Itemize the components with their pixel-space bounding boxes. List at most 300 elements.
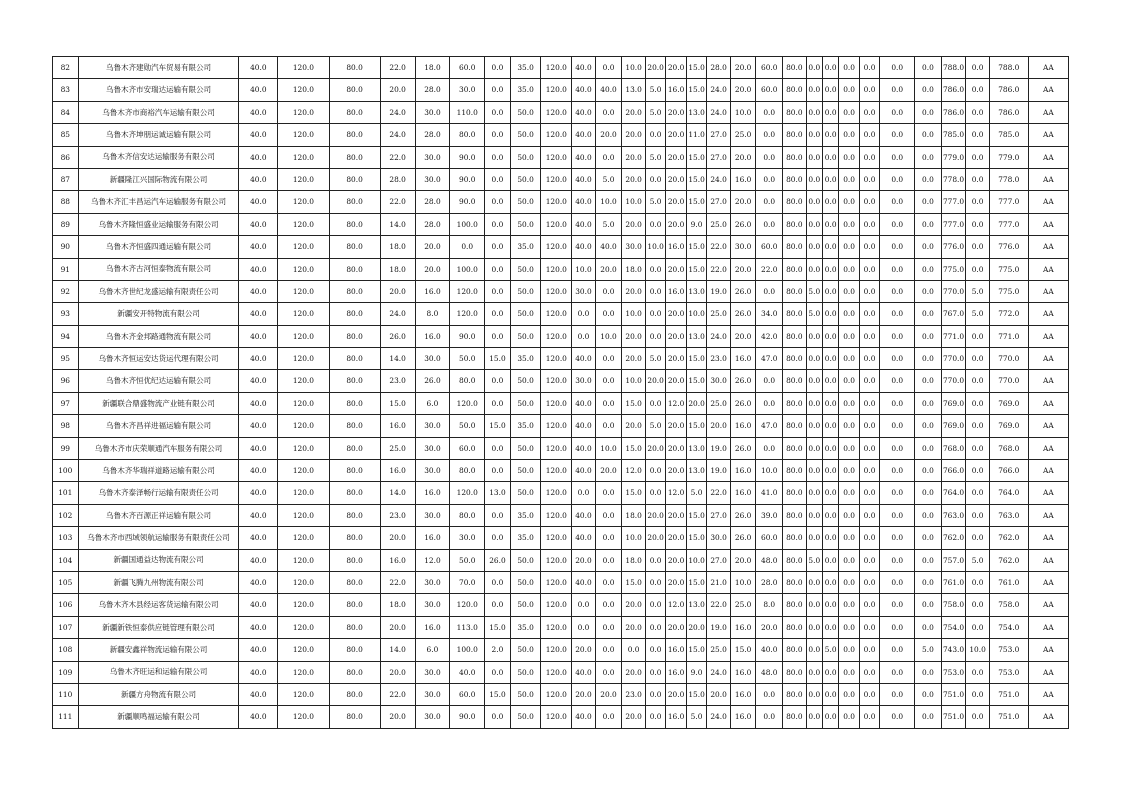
score-cell: 35.0: [510, 415, 541, 437]
score-cell: 40.0: [239, 683, 278, 705]
score-cell: 19.0: [707, 437, 731, 459]
score-cell: 0.0: [839, 706, 859, 728]
score-cell: 0.0: [645, 124, 665, 146]
score-cell: 50.0: [510, 325, 541, 347]
score-cell: 5.0: [806, 549, 822, 571]
score-cell: 15.0: [686, 639, 706, 661]
score-cell: 80.0: [783, 280, 807, 302]
score-cell: 0.0: [839, 549, 859, 571]
score-cell: 0.0: [839, 616, 859, 638]
score-cell: 0.0: [859, 258, 879, 280]
score-cell: 20.0: [666, 303, 686, 325]
score-cell: 16.0: [730, 415, 756, 437]
score-cell: 20.0: [595, 258, 622, 280]
score-cell: 0.0: [806, 124, 822, 146]
score-cell: 120.0: [541, 124, 572, 146]
score-cell: 0.0: [880, 437, 915, 459]
score-cell: 0.0: [645, 571, 665, 593]
score-cell: 20.0: [595, 460, 622, 482]
score-cell: 14.0: [380, 348, 415, 370]
score-cell: 0.0: [880, 706, 915, 728]
score-cell: 788.0: [989, 57, 1028, 79]
score-cell: 30.0: [415, 504, 450, 526]
score-cell: 0.0: [822, 616, 838, 638]
score-cell: 48.0: [756, 661, 783, 683]
score-cell: 24.0: [707, 325, 731, 347]
score-cell: 20.0: [666, 616, 686, 638]
score-cell: 10.0: [622, 57, 646, 79]
score-cell: 0.0: [485, 527, 511, 549]
score-cell: 22.0: [707, 482, 731, 504]
row-number: 110: [53, 683, 79, 705]
score-cell: 80.0: [329, 549, 380, 571]
score-cell: 776.0: [941, 236, 966, 258]
score-cell: 20.0: [666, 549, 686, 571]
score-cell: 50.0: [510, 146, 541, 168]
company-name: 乌鲁木齐市安瑞达运输有限公司: [78, 79, 239, 101]
row-number: 90: [53, 236, 79, 258]
table-row: [53, 280, 1069, 302]
score-cell: 60.0: [756, 57, 783, 79]
row-number: 111: [53, 706, 79, 728]
score-cell: 16.0: [666, 706, 686, 728]
score-cell: 5.0: [595, 213, 622, 235]
score-cell: 5.0: [645, 146, 665, 168]
score-cell: 25.0: [707, 392, 731, 414]
score-cell: 80.0: [450, 124, 485, 146]
score-cell: 0.0: [485, 213, 511, 235]
score-cell: 50.0: [510, 191, 541, 213]
grade-cell: AA: [1028, 616, 1068, 638]
score-cell: 761.0: [941, 571, 966, 593]
score-cell: 30.0: [572, 370, 596, 392]
score-cell: 120.0: [278, 549, 329, 571]
score-cell: 24.0: [380, 124, 415, 146]
score-cell: 15.0: [686, 258, 706, 280]
score-cell: 40.0: [595, 79, 622, 101]
score-cell: 0.0: [595, 392, 622, 414]
score-cell: 40.0: [239, 236, 278, 258]
score-cell: 769.0: [941, 392, 966, 414]
score-cell: 0.0: [839, 79, 859, 101]
score-cell: 20.0: [707, 683, 731, 705]
row-number: 84: [53, 101, 79, 123]
score-cell: 0.0: [859, 370, 879, 392]
score-cell: 80.0: [329, 213, 380, 235]
score-cell: 785.0: [989, 124, 1028, 146]
grade-cell: AA: [1028, 392, 1068, 414]
score-cell: 10.0: [756, 460, 783, 482]
score-cell: 0.0: [756, 168, 783, 190]
score-cell: 758.0: [941, 594, 966, 616]
score-cell: 0.0: [645, 549, 665, 571]
score-cell: 20.0: [666, 325, 686, 347]
score-cell: 40.0: [239, 280, 278, 302]
score-cell: 110.0: [450, 101, 485, 123]
company-name: 新疆安鑫祥物流运输有限公司: [78, 639, 239, 661]
company-name: 乌鲁木齐泰泽畅行运输有限责任公司: [78, 482, 239, 504]
score-cell: 5.0: [806, 303, 822, 325]
score-cell: 0.0: [806, 325, 822, 347]
score-cell: 0.0: [645, 168, 665, 190]
score-cell: 120.0: [541, 213, 572, 235]
score-cell: 0.0: [880, 325, 915, 347]
score-cell: 50.0: [450, 415, 485, 437]
score-cell: 80.0: [329, 683, 380, 705]
row-number: 103: [53, 527, 79, 549]
score-cell: 25.0: [707, 213, 731, 235]
score-cell: 120.0: [541, 348, 572, 370]
score-cell: 20.0: [666, 124, 686, 146]
score-cell: 16.0: [380, 415, 415, 437]
score-cell: 26.0: [730, 280, 756, 302]
score-cell: 8.0: [415, 303, 450, 325]
score-cell: 40.0: [572, 124, 596, 146]
score-cell: 766.0: [989, 460, 1028, 482]
score-cell: 786.0: [941, 79, 966, 101]
score-cell: 120.0: [278, 415, 329, 437]
grade-cell: AA: [1028, 482, 1068, 504]
score-cell: 120.0: [450, 280, 485, 302]
score-cell: 80.0: [329, 706, 380, 728]
score-cell: 0.0: [966, 168, 990, 190]
score-cell: 30.0: [707, 527, 731, 549]
score-cell: 20.0: [666, 213, 686, 235]
score-cell: 0.0: [880, 392, 915, 414]
score-cell: 50.0: [510, 303, 541, 325]
score-cell: 0.0: [595, 303, 622, 325]
score-cell: 0.0: [859, 236, 879, 258]
score-cell: 40.0: [239, 639, 278, 661]
score-cell: 5.0: [645, 101, 665, 123]
grade-cell: AA: [1028, 79, 1068, 101]
score-cell: 778.0: [941, 168, 966, 190]
score-cell: 15.0: [622, 482, 646, 504]
row-number: 86: [53, 146, 79, 168]
score-cell: 18.0: [622, 258, 646, 280]
score-cell: 120.0: [541, 79, 572, 101]
table-row: [53, 392, 1069, 414]
score-cell: 120.0: [541, 325, 572, 347]
score-cell: 20.0: [380, 79, 415, 101]
row-number: 107: [53, 616, 79, 638]
score-cell: 80.0: [450, 370, 485, 392]
score-cell: 20.0: [572, 683, 596, 705]
score-cell: 120.0: [278, 594, 329, 616]
score-cell: 120.0: [278, 392, 329, 414]
score-cell: 0.0: [966, 482, 990, 504]
score-cell: 120.0: [541, 706, 572, 728]
score-cell: 0.0: [880, 616, 915, 638]
score-cell: 80.0: [783, 101, 807, 123]
score-cell: 5.0: [915, 639, 942, 661]
score-cell: 0.0: [450, 236, 485, 258]
score-cell: 40.0: [239, 168, 278, 190]
score-cell: 20.0: [622, 594, 646, 616]
score-cell: 777.0: [941, 213, 966, 235]
score-cell: 14.0: [380, 639, 415, 661]
score-cell: 16.0: [666, 236, 686, 258]
score-cell: 40.0: [239, 482, 278, 504]
score-cell: 0.0: [915, 348, 942, 370]
score-cell: 80.0: [783, 639, 807, 661]
score-cell: 10.0: [622, 303, 646, 325]
score-cell: 0.0: [859, 392, 879, 414]
score-cell: 16.0: [415, 527, 450, 549]
score-cell: 0.0: [806, 616, 822, 638]
score-cell: 120.0: [278, 280, 329, 302]
score-cell: 80.0: [329, 348, 380, 370]
score-cell: 30.0: [415, 146, 450, 168]
score-cell: 0.0: [806, 437, 822, 459]
score-cell: 764.0: [941, 482, 966, 504]
score-cell: 25.0: [730, 594, 756, 616]
table-row: [53, 191, 1069, 213]
score-cell: 120.0: [541, 460, 572, 482]
score-cell: 80.0: [329, 639, 380, 661]
score-cell: 0.0: [806, 101, 822, 123]
score-cell: 0.0: [806, 571, 822, 593]
score-cell: 0.0: [645, 280, 665, 302]
score-cell: 20.0: [645, 57, 665, 79]
score-cell: 34.0: [756, 303, 783, 325]
score-cell: 0.0: [595, 482, 622, 504]
company-name: 乌鲁木齐华瑞祥道路运输有限公司: [78, 460, 239, 482]
score-cell: 80.0: [329, 124, 380, 146]
score-cell: 20.0: [595, 683, 622, 705]
score-cell: 0.0: [645, 661, 665, 683]
score-cell: 120.0: [541, 549, 572, 571]
score-cell: 120.0: [278, 460, 329, 482]
score-cell: 50.0: [510, 482, 541, 504]
company-name: 乌鲁木齐恒盛四通运输有限公司: [78, 236, 239, 258]
score-cell: 80.0: [783, 370, 807, 392]
score-cell: 13.0: [686, 437, 706, 459]
score-cell: 30.0: [707, 370, 731, 392]
score-cell: 24.0: [707, 101, 731, 123]
score-cell: 80.0: [329, 57, 380, 79]
score-cell: 13.0: [686, 594, 706, 616]
score-cell: 120.0: [278, 303, 329, 325]
score-cell: 80.0: [783, 303, 807, 325]
score-cell: 20.0: [756, 616, 783, 638]
score-cell: 50.0: [510, 594, 541, 616]
score-cell: 0.0: [595, 415, 622, 437]
score-cell: 113.0: [450, 616, 485, 638]
score-cell: 0.0: [880, 504, 915, 526]
table-row: [53, 236, 1069, 258]
score-cell: 0.0: [915, 124, 942, 146]
score-cell: 20.0: [666, 146, 686, 168]
score-cell: 0.0: [572, 482, 596, 504]
score-cell: 0.0: [915, 415, 942, 437]
score-cell: 743.0: [941, 639, 966, 661]
score-cell: 70.0: [450, 571, 485, 593]
grade-cell: AA: [1028, 370, 1068, 392]
score-cell: 777.0: [989, 213, 1028, 235]
score-cell: 0.0: [915, 325, 942, 347]
score-cell: 41.0: [756, 482, 783, 504]
score-cell: 0.0: [822, 348, 838, 370]
score-cell: 80.0: [329, 415, 380, 437]
score-cell: 120.0: [278, 348, 329, 370]
score-cell: 20.0: [622, 325, 646, 347]
grade-cell: AA: [1028, 683, 1068, 705]
score-cell: 80.0: [783, 236, 807, 258]
score-cell: 20.0: [666, 57, 686, 79]
score-cell: 0.0: [915, 213, 942, 235]
score-cell: 120.0: [541, 191, 572, 213]
company-name: 乌鲁木齐隆恒盛业运输服务有限公司: [78, 213, 239, 235]
score-cell: 40.0: [572, 168, 596, 190]
score-cell: 80.0: [783, 616, 807, 638]
score-cell: 100.0: [450, 639, 485, 661]
score-cell: 30.0: [415, 594, 450, 616]
score-cell: 27.0: [707, 191, 731, 213]
score-cell: 20.0: [415, 258, 450, 280]
score-cell: 16.0: [730, 661, 756, 683]
score-cell: 0.0: [822, 549, 838, 571]
score-cell: 15.0: [686, 79, 706, 101]
table-row: [53, 706, 1069, 728]
row-number: 93: [53, 303, 79, 325]
score-cell: 40.0: [595, 236, 622, 258]
score-cell: 0.0: [880, 661, 915, 683]
score-cell: 80.0: [329, 616, 380, 638]
score-cell: 40.0: [572, 661, 596, 683]
score-cell: 80.0: [783, 594, 807, 616]
score-cell: 20.0: [666, 527, 686, 549]
score-cell: 26.0: [730, 370, 756, 392]
score-cell: 20.0: [730, 549, 756, 571]
table-row: [53, 146, 1069, 168]
score-cell: 30.0: [415, 415, 450, 437]
score-cell: 0.0: [859, 639, 879, 661]
score-cell: 0.0: [966, 348, 990, 370]
grade-cell: AA: [1028, 460, 1068, 482]
score-cell: 0.0: [806, 79, 822, 101]
score-cell: 775.0: [941, 258, 966, 280]
score-cell: 30.0: [572, 280, 596, 302]
score-cell: 10.0: [622, 370, 646, 392]
score-cell: 80.0: [329, 280, 380, 302]
score-cell: 120.0: [541, 258, 572, 280]
score-cell: 0.0: [839, 683, 859, 705]
score-cell: 120.0: [278, 370, 329, 392]
score-cell: 24.0: [380, 303, 415, 325]
table-row: [53, 348, 1069, 370]
score-cell: 0.0: [839, 594, 859, 616]
score-cell: 30.0: [415, 101, 450, 123]
score-cell: 40.0: [239, 616, 278, 638]
score-cell: 20.0: [666, 168, 686, 190]
grade-cell: AA: [1028, 168, 1068, 190]
score-cell: 20.0: [572, 549, 596, 571]
score-cell: 50.0: [510, 280, 541, 302]
score-cell: 28.0: [415, 213, 450, 235]
score-cell: 0.0: [485, 168, 511, 190]
score-cell: 28.0: [756, 571, 783, 593]
grade-cell: AA: [1028, 57, 1068, 79]
grade-cell: AA: [1028, 191, 1068, 213]
row-number: 102: [53, 504, 79, 526]
score-cell: 768.0: [989, 437, 1028, 459]
score-cell: 120.0: [541, 280, 572, 302]
score-cell: 0.0: [859, 79, 879, 101]
score-cell: 120.0: [450, 392, 485, 414]
score-cell: 16.0: [666, 661, 686, 683]
score-cell: 90.0: [450, 168, 485, 190]
score-cell: 50.0: [510, 124, 541, 146]
score-cell: 80.0: [329, 392, 380, 414]
row-number: 85: [53, 124, 79, 146]
score-cell: 0.0: [859, 571, 879, 593]
score-cell: 35.0: [510, 57, 541, 79]
company-name: 新疆顺鸣福运输有限公司: [78, 706, 239, 728]
score-cell: 5.0: [966, 549, 990, 571]
table-row: [53, 258, 1069, 280]
score-cell: 0.0: [839, 348, 859, 370]
score-cell: 80.0: [783, 258, 807, 280]
score-cell: 120.0: [450, 594, 485, 616]
score-cell: 48.0: [756, 549, 783, 571]
score-cell: 0.0: [839, 325, 859, 347]
score-cell: 28.0: [707, 57, 731, 79]
score-cell: 0.0: [806, 146, 822, 168]
score-cell: 762.0: [989, 527, 1028, 549]
score-cell: 0.0: [966, 460, 990, 482]
score-cell: 0.0: [859, 101, 879, 123]
score-cell: 14.0: [380, 213, 415, 235]
score-cell: 15.0: [686, 57, 706, 79]
score-cell: 26.0: [730, 437, 756, 459]
table-row: [53, 482, 1069, 504]
score-cell: 0.0: [756, 392, 783, 414]
score-cell: 6.0: [415, 639, 450, 661]
score-cell: 0.0: [859, 683, 879, 705]
score-cell: 20.0: [645, 504, 665, 526]
score-cell: 35.0: [510, 527, 541, 549]
score-cell: 0.0: [915, 168, 942, 190]
score-cell: 0.0: [806, 661, 822, 683]
score-cell: 27.0: [707, 549, 731, 571]
score-cell: 0.0: [806, 348, 822, 370]
score-cell: 120.0: [278, 146, 329, 168]
score-cell: 0.0: [966, 571, 990, 593]
score-cell: 0.0: [915, 661, 942, 683]
score-cell: 0.0: [822, 101, 838, 123]
score-cell: 0.0: [595, 370, 622, 392]
score-cell: 50.0: [510, 661, 541, 683]
score-cell: 0.0: [839, 213, 859, 235]
table-row: [53, 661, 1069, 683]
row-number: 82: [53, 57, 79, 79]
score-cell: 40.0: [239, 303, 278, 325]
score-cell: 0.0: [966, 437, 990, 459]
score-cell: 20.0: [666, 437, 686, 459]
score-cell: 0.0: [822, 303, 838, 325]
row-number: 101: [53, 482, 79, 504]
score-cell: 0.0: [859, 325, 879, 347]
score-cell: 80.0: [329, 258, 380, 280]
score-cell: 0.0: [756, 706, 783, 728]
score-cell: 15.0: [686, 527, 706, 549]
score-cell: 0.0: [806, 392, 822, 414]
score-cell: 778.0: [989, 168, 1028, 190]
score-cell: 120.0: [278, 79, 329, 101]
score-cell: 40.0: [239, 527, 278, 549]
score-cell: 60.0: [756, 236, 783, 258]
